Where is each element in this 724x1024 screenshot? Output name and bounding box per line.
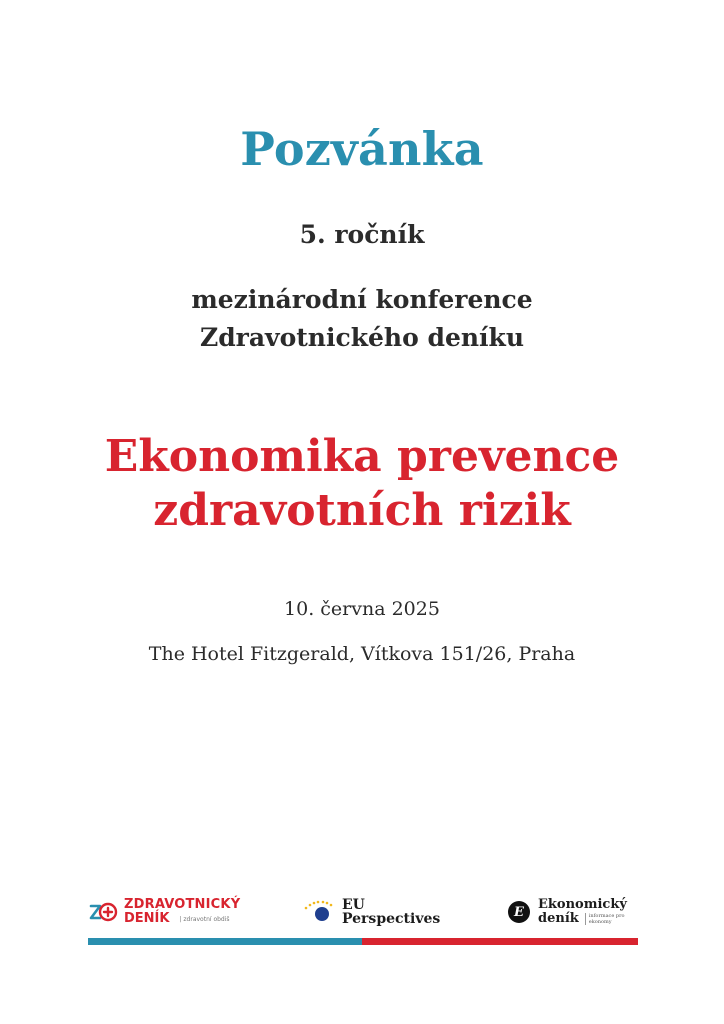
eu-perspectives-logo: [302, 894, 440, 930]
ekonomicky-denik-logo: [508, 894, 627, 930]
zd-mark-icon: [88, 901, 118, 923]
zd-logo-tagline: | zdravotní obdiš: [179, 915, 230, 923]
zdravotnicky-denik-logo: [88, 894, 240, 930]
zd-logo-line-2: DENÍK: [124, 911, 170, 926]
eu-logo-line-1: EU: [342, 897, 365, 913]
conference-title: [0, 430, 724, 538]
conference-title-line-1: Ekonomika prevence: [104, 431, 620, 482]
subtitle-line-1: mezinárodní konference: [191, 285, 533, 314]
ed-logo-line-1: Ekonomický: [538, 897, 627, 912]
conference-title-line-2: zdravotních rizik: [153, 485, 571, 536]
invitation-title: Pozvánka: [240, 122, 484, 176]
eu-stars-icon: [302, 899, 336, 925]
conference-subtitle: [0, 281, 724, 357]
event-venue: The Hotel Fitzgerald, Vítkova 151/26, Praha: [148, 643, 576, 665]
partner-logos: [88, 894, 636, 934]
event-date: 10. června 2025: [284, 598, 440, 620]
footer-bar-blue: [88, 938, 362, 945]
edition-label: 5. ročník: [299, 220, 425, 249]
ed-logo-line-2: deník: [538, 911, 579, 926]
ed-logo-tagline: informace pro ekonomy: [585, 913, 625, 925]
zd-logo-line-1: ZDRAVOTNICKÝ: [124, 897, 241, 912]
footer-bar-red: [362, 938, 638, 945]
eu-logo-line-2: Perspectives: [342, 911, 441, 927]
ed-letter-icon: E: [508, 901, 530, 923]
subtitle-line-2: Zdravotnického deníku: [199, 323, 525, 352]
